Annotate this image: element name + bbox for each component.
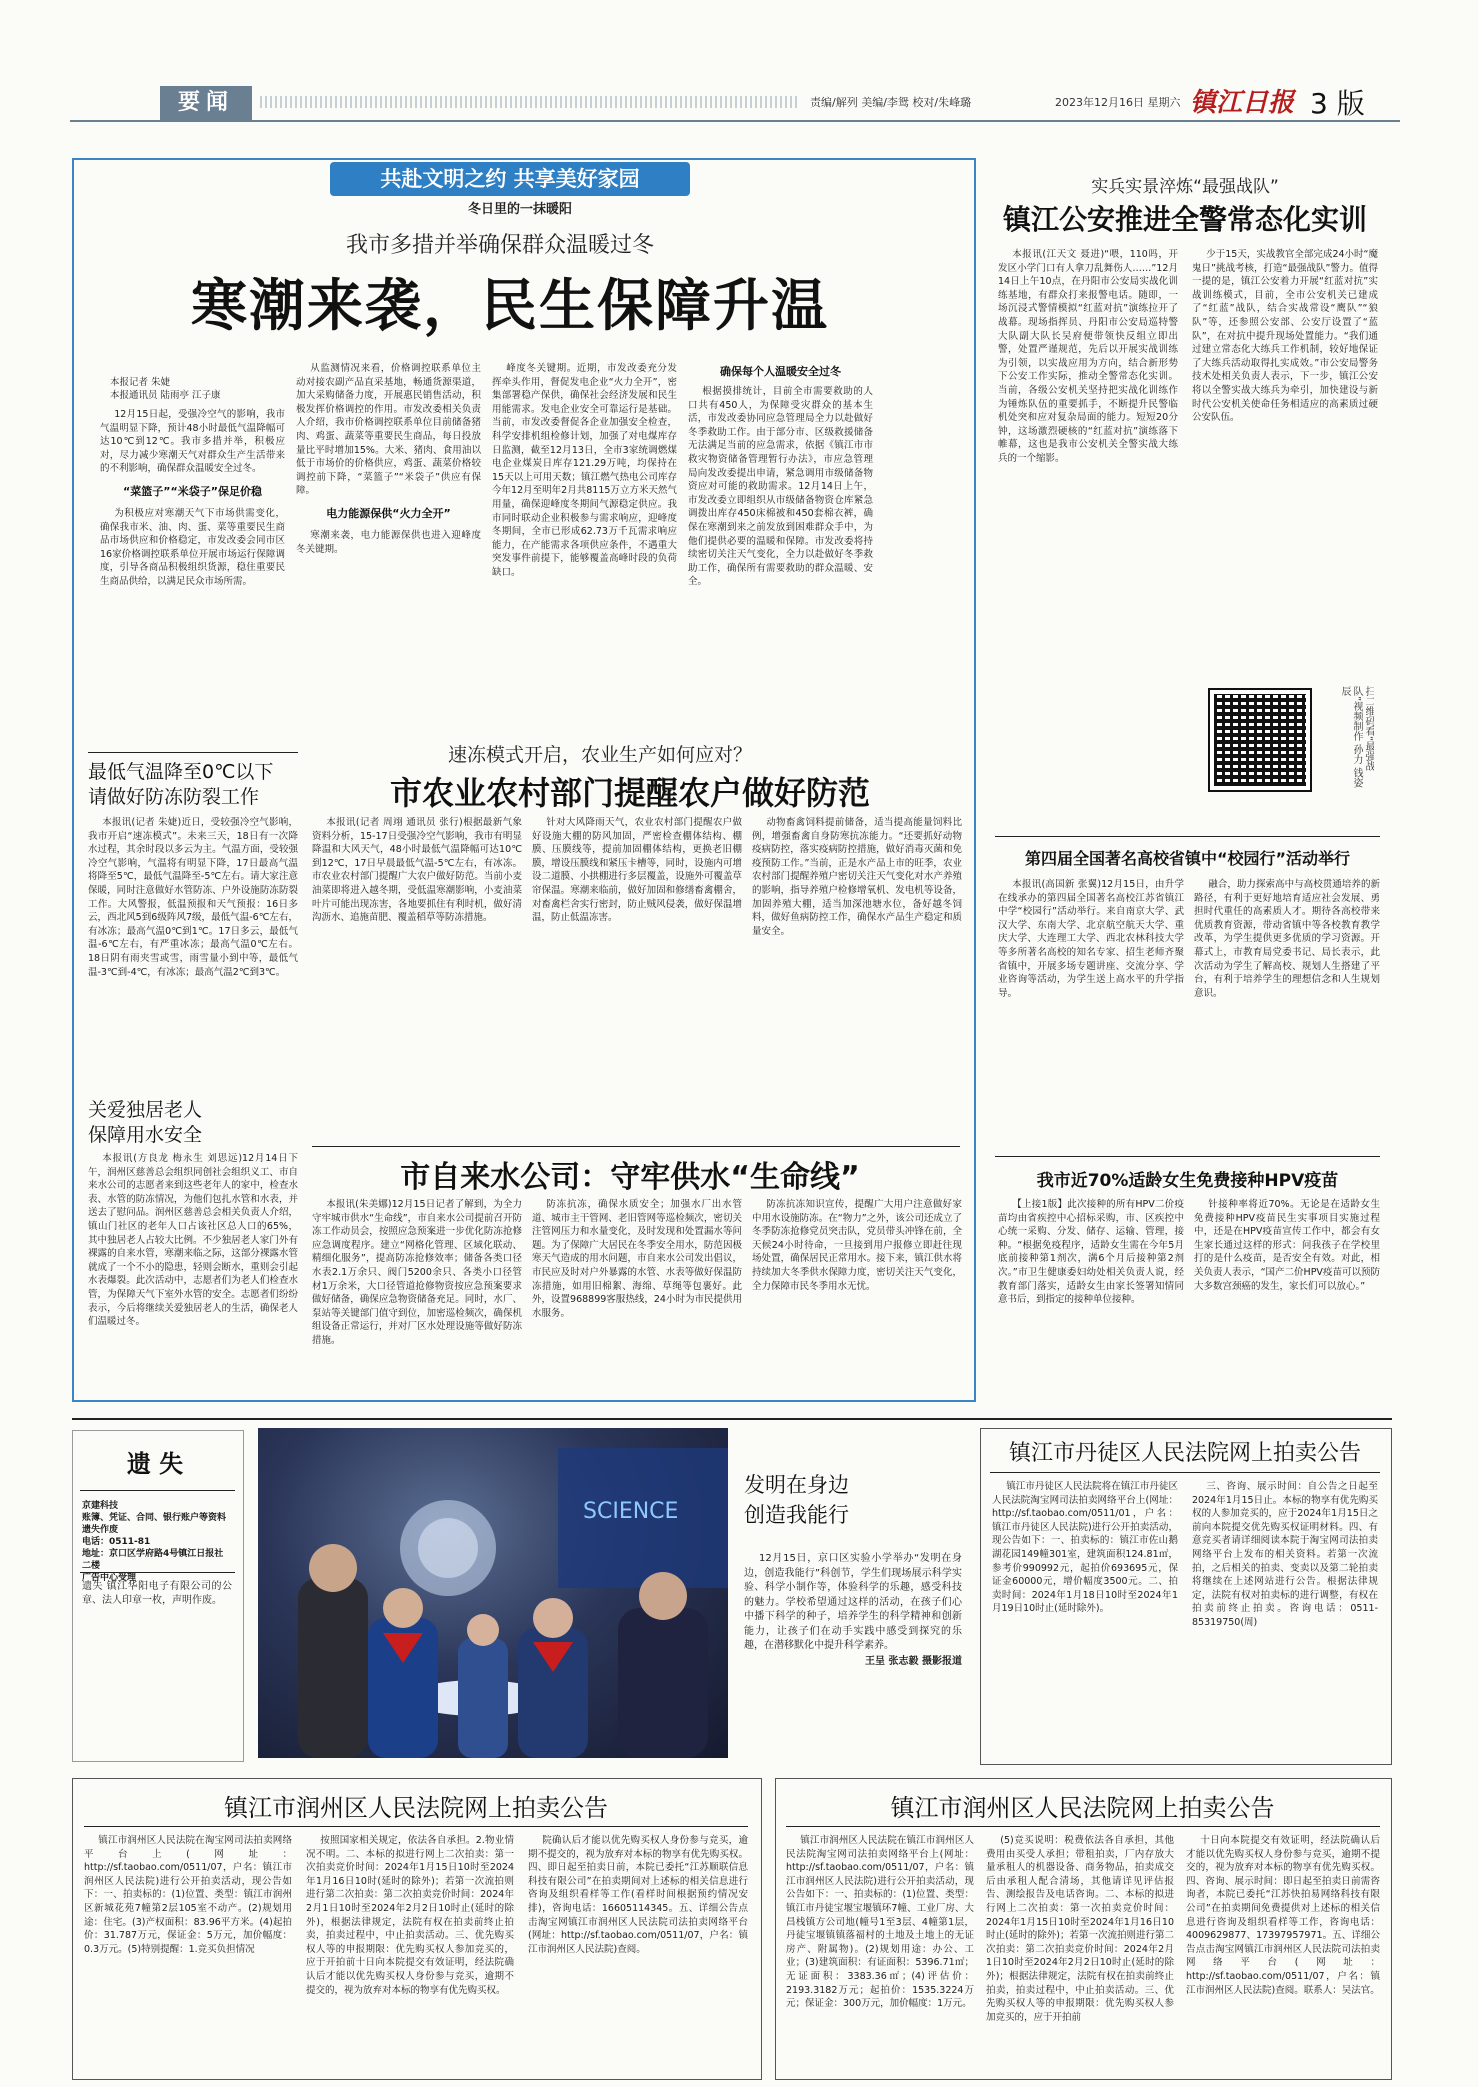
- board-text: SCIENCE: [583, 1499, 679, 1524]
- hpv-col-1: [998, 1198, 1184, 1398]
- para: 本报讯(记者 朱婕)近日，受较强冷空气影响，我市开启“速冻模式”。未来三天，18日有一次降水过程，其余时段以多云为主。气温方面，受较强冷空气影响，气温将有明显下降，17日最高气温将降至5℃，最低气温降至-5℃左右。请大家注意保暖，同时注意做好水管防冻、户外设施防冻防裂工作。大风警报，低温预报和天气预报：16日多云，西北风5到6级阵风7级，最低气温-6℃左右，有冰冻；最高气温0℃到1℃。17日多云，最低气温-6℃左右，有严重冰冻；最高气温0℃左右。18日阴有雨夹雪或雪，雨雪量小到中等，最低气温-3℃到-4℃，有冰冻；最高气温2℃到3℃。: [88, 817, 298, 978]
- cold-body: [88, 816, 298, 1086]
- lost-notice-line: 广告中心受理: [82, 1573, 137, 1583]
- photo-caption: [744, 1552, 962, 1732]
- water-col-2: [532, 1198, 742, 1386]
- ad-runzhou2-col-2: [986, 1834, 1174, 2072]
- lost-notice-line: 电话：0511-81: [82, 1537, 151, 1547]
- subhead: 确保每个人温暖安全过冬: [720, 365, 841, 378]
- farm-col-1: [312, 816, 522, 1136]
- feature-col-4: [688, 362, 873, 740]
- feature-banner-text: 共赴文明之约 共享美好家园: [380, 167, 640, 191]
- para: 本报讯(江天文 聂进)“喂，110吗，开发区小学门口有人拿刀乱舞伤人……”12月14日上午10点，在丹阳市公安局实战化训练基地，有群众打来报警电话。随即，一场沉浸式警情模拟“红蓝对抗”演练拉开了战幕。现场指挥员、丹阳市公安局巡特警大队副大队长吴府便带领快反组立即出警，处置严谨规范，先后以开展实战训练为引领，以实战应用为方向，结合新形势下公安工作实际，推动全警常态化实训。当前，各级公安机关坚持把实战化训练作为锤炼队伍的重要抓手，不断提升民警临机处突和应对复杂局面的能力。短短20分钟，这场激烈硬核的“红蓝对抗”演练落下帷幕，这也是我市公安机关全警实战大练兵的一个缩影。: [998, 249, 1178, 464]
- para: 少于15天，实战教官全部完成24小时“魔鬼日”挑战考核，打造“最强战队”警力。值得一提的是，镇江公安着力开展“红蓝对抗”实战训练模式，目前，全市公安机关已建成了“红蓝”战队，结合实战常设“鹰队”“狼队”等，还参照公安部、公安厅设置了“蓝队”，在对抗中提升现场处置能力。“我们通过建立常态化大练兵工作机制，较好地保证了大练兵活动取得扎实成效。”市公安局警务技术处相关负责人表示，下一步，镇江公安将以全警实战大练兵为牵引，加快建设与新时代公安机关使命任务相适应的高素质过硬公安队伍。: [1192, 249, 1378, 424]
- feature-col-3: [492, 362, 677, 740]
- police-kicker: 实兵实景淬炼“最强战队”: [1091, 177, 1279, 197]
- farm-col-2: [532, 816, 742, 1136]
- ad-runzhou1-col-3: [528, 1834, 748, 2072]
- farm-headline: 市农业农村部门提醒农户做好防范: [389, 774, 870, 812]
- news-photo: [258, 1428, 728, 1758]
- para: 为积极应对寒潮天气下市场供需变化，确保我市米、油、肉、蛋、菜等重要民生商品市场供应和价格稳定，市发改委会同市区16家价格调控联系单位开展市场运行保障调度，引导各商品积极组织货源，稳住重要民生商品供给，以满足民众市场所需。: [100, 507, 285, 587]
- farm-kicker: 速冻模式开启，农业生产如何应对？: [447, 744, 752, 766]
- feature-byline: [110, 362, 280, 402]
- feature-headline: 寒潮来袭，民生保障升温: [191, 274, 829, 339]
- issue-date: 2023年12月16日 星期六: [1055, 96, 1181, 109]
- feature-col-2: [296, 362, 481, 740]
- para: 防冻抗冻，确保水质安全；加强水厂出水管道、城市主干管网、老旧管网等巡检频次，密切关注管网压力和水量变化，及时发现和处置漏水等问题。为了保障广大居民在冬季安全用水，防范因极寒天气造成的用水问题，市自来水公司发出倡议，市民应及时对户外暴露的水管、水表等做好保温防冻措施，如用旧棉絮、海绵、草绳等包裹好。此外，设置968899客服热线，24小时为市民提供用水服务。: [532, 1199, 742, 1319]
- cold-headline: 最低气温降至0℃以下 请做好防冻防裂工作: [88, 761, 274, 808]
- rule: [990, 1472, 1380, 1473]
- rule: [995, 1156, 1380, 1157]
- ad-runzhou1-col-2: [306, 1834, 514, 2072]
- police-headline: 镇江公安推进全警常态化实训: [1002, 203, 1367, 236]
- masthead-pattern: [260, 96, 800, 108]
- newspaper-logo: 镇江日报: [1190, 88, 1295, 118]
- hpv-col-2: [1194, 1198, 1380, 1398]
- para: 融合，助力探索高中与高校贯通培养的新路径，有利于更好地培育适应社会发展、勇担时代重任的高素质人才。期待各高校带来优质教育资源，带动省镇中等各校教育教学改革，为学生提供更多优质的学习资源。开幕式上，市教育局党委书记、局长表示，此次活动为学生了解高校、规划人生搭建了平台，有利于培养学生的理想信念和人生规划意识。: [1194, 879, 1380, 999]
- elder-body: [88, 1152, 298, 1388]
- para: 本报讯(方良龙 梅永生 刘思远)12月14日下午，润州区慈善总会组织同创社会组织义工、市自来水公司的志愿者来到这些老年人的家中，检查水表、水管的防冻情况，为他们包扎水管和水表，并送去了慰问品。润州区慈善总会相关负责人介绍，镇山门社区的老年人口占该社区总人口的65%，其中独居老人占较大比例。不少独居老人家门外有裸露的自来水管，寒潮来临之际，这部分裸露水管就成了一个不小的隐患，轻则会断水，重则会引起水表爆裂。此次活动中，志愿者们为老人们检查水管，为保障天气下室外水管的安全。志愿者们纷纷表示，今后将继续关爱独居老人的生活，确保老人们温暖过冬。: [88, 1153, 298, 1328]
- para: 按照国家相关规定，依法各自承担。2.物业情况不明。二、本标的拟进行网上二次拍卖：第一次拍卖竞价时间：2024年1月15日10时至2024年1月16日10时(延时的除外)；若第一次流拍则进行第二次拍卖：第二次拍卖竞价时间：2024年2月1日10时至2024年2月2日10时止(延时的除外)，根据法律规定，法院有权在拍卖前终止拍卖，拍卖过程中，中止拍卖活动。三、优先购买权人等的申报期限：优先购买权人参加竞买的，应于开拍前十日向本院提交有效证明，经法院确认后才能以优先购买权人身份参与竞买，逾期不提交的，视为放弃对本标的物享有优先购买权。: [306, 1835, 514, 1996]
- ad-runzhou2-col-3: [1186, 1834, 1380, 2072]
- ad-runzhou1-headline: 镇江市润州区人民法院网上拍卖公告: [224, 1794, 608, 1822]
- lost-notice-line: 账簿、凭证、合同、银行账户等资料遗失作废: [82, 1513, 227, 1535]
- qr-code[interactable]: [1210, 690, 1310, 790]
- byline-text: 本报记者 朱婕 本报通讯员 陆雨亭 江子康: [110, 376, 221, 402]
- para: 本报讯(朱美娜)12月15日记者了解到，为全力守牢城市供水“生命线”，市自来水公司提前召开防冻工作动员会，按照应急预案进一步优化防冻抢修应急调度程序。建立“网格化管理、区域化联动、精细化服务”，提高防冻抢修效率；储备各类口径水表2.1万余只、阀门5200余只、各类小口径管材1万余米，大口径管道抢修物资按应急预案要求做好储备，确保应急物资储备充足。同时，水厂、泵站等关键部门值守到位，加密巡检频次，确保机组设备正常运行，并对厂区水处理设施等做好防冻措施。: [312, 1199, 522, 1346]
- para: 12月15日，京口区实验小学举办“发明在身边，创造我能行”科创节，学生们现场展示科学实验、科学小制作等，体验科学的乐趣，感受科技的魅力。学校希望通过这样的活动，在孩子们心中播下科学的种子，培养学生的科学精神和创新能力，让孩子们在动手实践中感受到探究的乐趣，在潜移默化中提升科学素养。: [744, 1553, 962, 1651]
- masthead: [70, 84, 1400, 124]
- para: 寒潮来袭，电力能源保供也进入迎峰度冬关键期。: [296, 529, 481, 555]
- feature-kicker: 我市多措并举确保群众温暖过冬: [345, 233, 654, 258]
- rule: [312, 1146, 960, 1147]
- feature-col-1: [100, 408, 285, 738]
- para: 镇江市润州区人民法院在淘宝网司法拍卖网络平台上(网址：http://sf.taobao.com/0511/07，户名：镇江市润州区人民法院)进行公开拍卖活动，现公告如下：一、拍卖标的：(1)位置、类型：镇江市润州区新城花苑7幢第2层105室不动产。(2)规划用途：住宅。(3)产权面积：83.96平方米。(4)起拍价：31.787万元，保证金：5万元，加价幅度：0.3万元。(5)特别提醒：1.竞买负担情况: [84, 1835, 292, 1955]
- police-col-1: [998, 248, 1178, 828]
- para: 防冻抗冻知识宣传，提醒广大用户注意做好家中用水设施防冻。在“物力”之外，该公司还成立了冬季防冻抢修党员突击队，党员带头冲锋在前，全天候24小时待命，一旦接到用户报修立即赶往现场处置，确保居民正常用水。接下来，镇江供水将持续加大冬季供水保障力度，密切关注天气变化，全力保障市民冬季用水无忧。: [752, 1199, 962, 1292]
- farm-col-3: [752, 816, 962, 1136]
- campus-headline: 第四届全国著名高校省镇中“校园行”活动举行: [1024, 849, 1351, 868]
- rule: [84, 1826, 748, 1827]
- para: 三、咨询、展示时间：自公告之日起至2024年1月15日止。本标的物享有优先购买权的人参加竞买的，应于2024年1月15日之前向本院提交优先购买权证明材料。四、有意竞买者请详细阅读本院于淘宝网司法拍卖网络平台上发布的相关资料。若第一次流拍，之后相关的拍卖、变卖以及第二轮拍卖将继续在上述网站进行公告。根据法律规定，法院有权对拍卖标的进行调整，有权在拍卖前终止拍卖。咨询电话：0511-85319750(周): [1192, 1481, 1378, 1628]
- lost-notice-line: 地址：京口区学府路4号镇江日报社二楼: [82, 1549, 224, 1571]
- feature-banner: [330, 162, 690, 196]
- para: 【上接1版】此次接种的所有HPV二价疫苗均由省疾控中心招标采购，市、区疾控中心统一采购、分发、储存、运输、管理，接种。“根据免疫程序，适龄女生需在今年5月底前接种第1剂次，满6个月后接种第2剂次。”市卫生健康委妇幼处相关负责人说，经教育部门落实，适龄女生由家长签署知情同意书后，到指定的接种单位接种。: [998, 1199, 1184, 1306]
- lost-title: 遗 失: [126, 1450, 184, 1478]
- ad-runzhou2-col-1: [786, 1834, 974, 2072]
- photo-headline: 发明在身边 创造我能行: [744, 1473, 849, 1527]
- campus-col-2: [1194, 878, 1380, 1148]
- masthead-rule: [70, 120, 1400, 122]
- para: 针对大风降雨天气，农业农村部门提醒农户做好设施大棚的防风加固，严密检查棚体结构、棚膜、压膜线等，提前加固棚体结构，更换老旧棚膜，增设压膜线和紧压卡槽等，同时，设施内可增设二道膜、小拱棚进行多层覆盖，设施外可覆盖草帘保温。寒潮来临前，做好加固和修缮畜禽棚舍，对畜禽栏舍实行密封，防止贼风侵袭，做好保温增温，防止低温冻害。: [532, 817, 742, 924]
- para: 十日向本院提交有效证明，经法院确认后才能以优先购买权人身份参与竞买，逾期不提交的，视为放弃对本标的物享有优先购买权。四、咨询、展示时间：即日起至拍卖日前需咨询者，本院已委托“江苏快拍易网络科技有限公司”在拍卖期间免费提供对上述标的相关信息进行咨询及组织看样等工作，咨询电话：4009629877、17397957971。五、详细公告点击淘宝网镇江市润州区人民法院司法拍卖网络平台(网址：http://sf.taobao.com/0511/07，户名：镇江市润州区人民法院)查阅。联系人：吴法官。: [1186, 1835, 1380, 1996]
- lost-text-body: 遗失 镇江华阳电子有限公司的公章、法人印章一枚，声明作废。: [82, 1581, 232, 1606]
- campus-col-1: [998, 878, 1184, 1148]
- ad-dantu-headline: 镇江市丹徒区人民法院网上拍卖公告: [1008, 1441, 1361, 1466]
- para: 峰度冬关键期。近期，市发改委充分发挥牵头作用，督促发电企业“火力全开”，密集部署稳产保供，确保社会经济发展和民生用能需求。发电企业安全可靠运行是基础。当前，市发改委督促各企业加强安全检查，科学安排机组检修计划，加强了对电煤库存日监测，截至12月13日，全市3家统调燃煤电企业煤炭日库存121.29万吨，均保持在15天以上可用天数；镇江燃气热电公司库存今年12月至明年2月共8115万立方米天然气用量，确保迎峰度冬期间气源稳定供应。我市同时联动企业积极参与需求响应，迎峰度冬期间，全市已形成62.73万千瓦需求响应能力，在产能需求各项供应条件，不遇重大突发事件前提下，能够覆盖高峰时段的负荷缺口。: [492, 363, 677, 578]
- para: 从监测情况来看，价格调控联系单位主动对接农副产品直采基地，畅通货源渠道，加大采购储备力度，开展惠民销售活动，积极发挥价格调控的作用。市发改委相关负责人介绍，我市价格调控联系单位目前储备猪肉、鸡蛋、蔬菜等重要民生商品，每日投放量比平时增加15%。大米、猪肉、食用油以低于市场价的价格供应，鸡蛋、蔬菜价格较调控前下降，“菜篮子”“米袋子”供应有保障。: [296, 363, 481, 497]
- lost-notice-line: 京建科技: [82, 1501, 119, 1511]
- feature-column: 冬日里的一抹暖阳: [467, 202, 572, 217]
- rule: [786, 1826, 1380, 1827]
- photo-credit: 王呈 张志毅 摄影报道: [865, 1655, 962, 1667]
- subhead: 电力能源保供“火力全开”: [326, 506, 451, 520]
- ad-runzhou2-headline: 镇江市润州区人民法院网上拍卖公告: [890, 1794, 1275, 1822]
- para: 针接种率将近70%。无论是在适龄女生免费接种HPV疫苗民生实事项目实施过程中，还是在HPV疫苗宣传工作中，都会有女生家长通过这样的形式：问我孩子在学校里打的是什么疫苗，是否安全有效。对此，相关负责人表示，“国产二价HPV疫苗可以预防大多数宫颈癌的发生，家长们可以放心。”: [1194, 1199, 1380, 1292]
- para: 镇江市丹徒区人民法院将在镇江市丹徒区人民法院淘宝网司法拍卖网络平台上(网址：http://sf.taobao.com/0511/01，户名：镇江市丹徒区人民法院)进行公开拍卖活动，现公告如下：一、拍卖标的：镇江市佐山鹅湖花园149幢301室，建筑面积124.81㎡，参考价990992元，起拍价693695元，保证金60000元，增价幅度3500元。二、拍卖时间：2024年1月18日10时至2024年1月19日10时止(延时除外)。: [992, 1481, 1178, 1615]
- page-number: 3 版: [1310, 87, 1365, 120]
- rule: [80, 1572, 235, 1573]
- water-headline: 市自来水公司：守牢供水“生命线”: [400, 1160, 860, 1195]
- qr-caption: 扫二维码看“最强战队”视频制作 孙力 钱姿辰: [1339, 686, 1374, 788]
- water-col-1: [312, 1198, 522, 1386]
- elder-headline: 关爱独居老人 保障用水安全: [88, 1099, 203, 1146]
- rule: [88, 752, 298, 753]
- para: 本报讯(记者 周翊 通讯员 张行)根据最新气象资料分析，15-17日受强冷空气影响，我市有明显降温和大风天气，48小时最低气温降幅可达10℃到12℃，17日早晨最低气温-5℃左右，有冰冻。市农业农村部门提醒广大农户做好防范。当前小麦油菜即将进入越冬期，受低温寒潮影响，小麦油菜叶片可能出现冻害，各地要抓住有利时机，做好清沟沥水、追施苗肥、覆盖稻草等防冻措施。: [312, 817, 522, 924]
- para: 根据摸排统计，目前全市需要救助的人口共有450人，为保障受灾群众的基本生活，市发改委协同应急管理局全力以赴做好冬季救助工作。由于部分市、区级救援储备无法满足当前的应急需求，依据《镇江市市救灾物资储备管理暂行办法》，市应急管理局向发改委提出申请，紧急调用市级储备物资应对可能的救助需求。12月14日上午，市发改委立即组织从市级储备物资仓库紧急调拨出库存450床棉被和450套棉衣裤，确保在寒潮到来之前发放到困难群众手中，为他们提供必要的温暖和保障。市发改委将持续密切关注天气变化，全力以赴做好冬季救助工作，确保所有需要救助的群众温暖、安全。: [688, 386, 873, 588]
- ad-runzhou1-col-1: [84, 1834, 292, 2072]
- ad-dantu-col-1: [992, 1480, 1178, 1758]
- para: 动物畜禽饲料提前储备，适当提高能量饲料比例，增强畜禽自身防寒抗冻能力。“还要抓好动物疫病防控，落实疫病防控措施，做好消毒灭菌和免疫预防工作。”当前，正是水产品上市的旺季，农业农村部门提醒养殖户密切关注天气变化对水产养殖的影响，指导养殖户检修增氧机、发电机等设备，加固养殖大棚，适当加深池塘水位，备好越冬饲料，做好鱼病防控工作，确保水产品生产稳定和质量安全。: [752, 817, 962, 937]
- photo-illustration: [258, 1428, 728, 1758]
- para: (5)竞买说明：税费依法各自承担，其他费用由买受人承担；带租拍卖，厂内存放大量承租人的机器设备、商务物品，拍卖成交后由承租人配合清场，其他请详见评估报告、测绘报告及电话咨询。二、本标的拟进行网上二次拍卖：第一次拍卖竞价时间：2024年1月15日10时至2024年1月16日10时止(延时的除外)；若第一次流拍则进行第二次拍卖：第二次拍卖竞价时间：2024年2月1日10时至2024年2月2日10时止(延时的除外)；根据法律规定，法院有权在拍卖前终止拍卖，拍卖过程中，中止拍卖活动。三、优先购买权人等的申报期限：优先购买权人参加竞买的，应于开拍前: [986, 1835, 1174, 2023]
- police-col-2: [1192, 248, 1378, 678]
- water-col-3: [752, 1198, 962, 1386]
- para: 12月15日起，受强冷空气的影响，我市气温明显下降，预计48小时最低气温降幅可达10℃到12℃。我市多措并举，积极应对，尽力减少寒潮天气对群众生产生活带来的不利影响，确保群众温暖安全过冬。: [100, 409, 285, 475]
- editors-line: 责编/解列 美编/李鸳 校对/朱峰璐: [810, 96, 972, 109]
- hpv-headline: 我市近70%适龄女生免费接种HPV疫苗: [1036, 1171, 1339, 1191]
- para: 镇江市润州区人民法院在镇江市润州区人民法院淘宝网司法拍卖网络平台上(网址：http://sf.taobao.com/0511/07，户名：镇江市润州区人民法院)进行公开拍卖活动，现公告如下：一、拍卖标的：(1)位置、类型：镇江市丹徒宝堰宝堰镇环7幢、工业厂房、大昌栈镇方公司地(幢号1至3层、4幢第1层，丹徒宝堰镇镇落福村的土地及土地上的无证房产、附属物)。(2)规划用途：办公、工业；(3)建筑面积：有证面积：5396.71㎡；无证面积：3383.36㎡；(4)评估价：2193.3182万元；起拍价：1535.3224万元；保证金：300万元，加价幅度：1万元。: [786, 1835, 974, 2010]
- para: 院确认后才能以优先购买权人身份参与竞买，逾期不提交的，视为放弃对本标的物享有优先购买权。四、即日起至拍卖日前，本院已委托“江苏顺联信息科技有限公司”在拍卖期间对上述标的相关信息进行咨询及组织看样等工作(看样时间根据预约情况安排)，咨询电话：16605114345。五、详细公告点击淘宝网镇江市润州区人民法院司法拍卖网络平台(网址：http://sf.taobao.com/0511/07，户名：镇江市润州区人民法院)查阅。: [528, 1835, 748, 1955]
- subhead: “菜篮子”“米袋子”保足价稳: [123, 484, 262, 498]
- lost-text: [82, 1580, 232, 1650]
- ad-dantu-col-2: [1192, 1480, 1378, 1758]
- section-rule: [72, 1418, 1392, 1420]
- rule: [80, 1490, 235, 1491]
- section-label: 要闻: [160, 86, 252, 120]
- rule: [995, 836, 1380, 837]
- para: 本报讯(高国新 张翼)12月15日，由升学在线承办的第四届全国著名高校江苏省镇江中学“校园行”活动举行。来自南京大学、武汉大学、东南大学、北京航空航天大学、重庆大学、大连理工大学、西北农林科技大学等多所著名高校的知名专家、招生老师齐聚省镇中，开展多场专题讲座、交流分享、学业咨询等活动，为学生送上高水平的升学指导。: [998, 879, 1184, 999]
